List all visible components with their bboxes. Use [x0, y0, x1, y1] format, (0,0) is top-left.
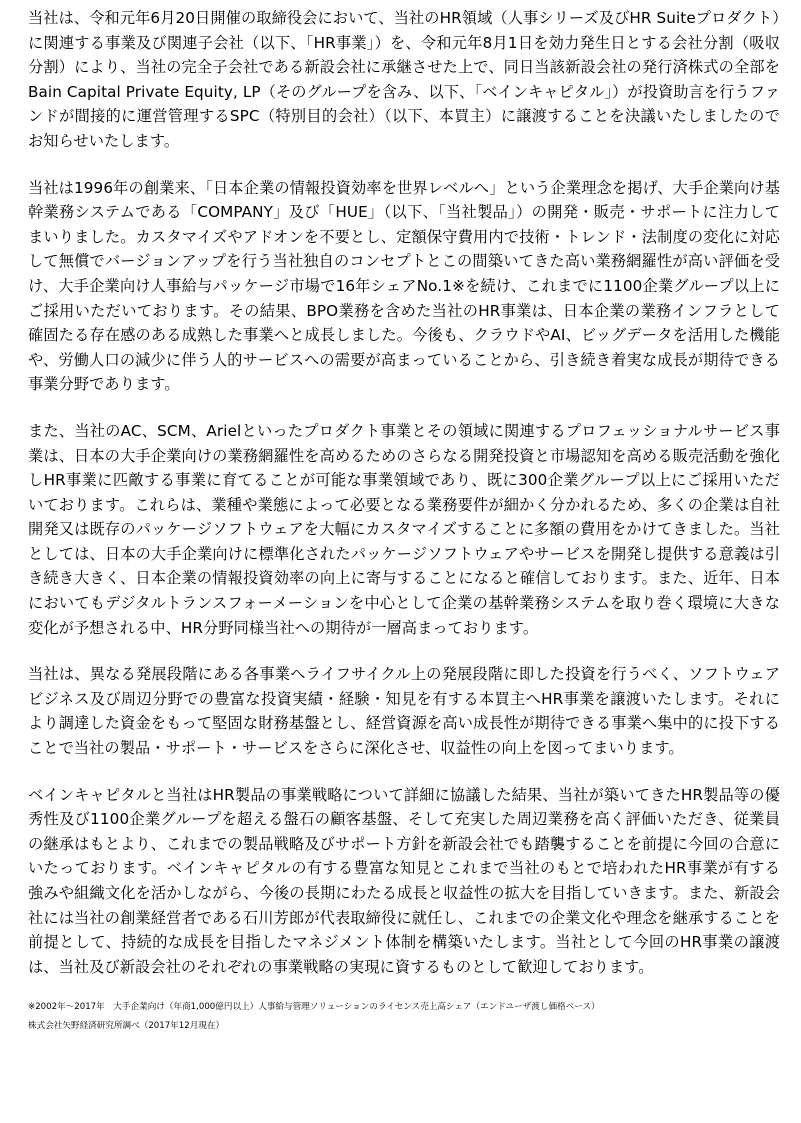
paragraph-agreement-details: ベインキャピタルと当社はHR製品の事業戦略について詳細に協議した結果、当社が築いてきたHR製品等の優秀性及び1100企業グループを超える盤石の顧客基盤、そして充実した周辺業務を高く評価いただき、従業員の継承はもとより、これまでの製品戦略及びサポート方針を新設会社でも踏襲することを前提に今回の合意にいたっております。ベインキャピタルの有する豊富な知見とこれまで当社のもとで培われたHR事業が有する強みや組織文化を活かしながら、今後の長期にわたる成長と収益性の拡大を目指していきます。また、新設会社には当社の創業経営者である石川芳郎が代表取締役に就任し、これまでの企業文化や理念を継承することを前提として、持続的な成長を目指したマネジメント体制を構築いたします。当社として今回のHR事業の譲渡は、当社及び新設会社のそれぞれの事業戦略の実現に資するものとして歓迎しております。 — [28, 785, 780, 976]
document-page — [28, 6, 780, 1033]
footnote-market-share: ※2002年～2017年 大手企業向け（年商1,000億円以上）人事給与管理ソリューションのライセンス売上高シェア（エンドユーザ渡し価格ベース） — [28, 1002, 600, 1013]
paragraph-transfer-rationale: 当社は、異なる発展段階にある各事業へライフサイクル上の発展段階に即した投資を行うべく、ソフトウェアビジネス及び周辺分野での豊富な投資実績・経験・知見を有する本買主へHR事業を譲渡いたします。それにより調達した資金をもって堅固な財務基盤とし、経営資源を高い成長性が期待できる事業へ集中的に投下することで当社の製品・サポート・サービスをさらに深化させ、収益性の向上を図ってまいります。 — [28, 665, 780, 758]
paragraph-product-business: また、当社のAC、SCM、Arielといったプロダクト事業とその領域に関連するプロフェッショナルサービス事業は、日本の大手企業向けの業務網羅性を高めるためのさらなる開発投資と市場認知を高める販売活動を強化しHR事業に匹敵する事業に育てることが可能な事業領域であり、既に300企業グループ以上にご採用いただいております。これらは、業種や業態によって必要となる業務要件が細かく分かれるため、多くの企業は自社開発又は既存のパッケージソフトウェアを大幅にカスタマイズすることに多額の費用をかけてきました。当社としては、日本の大手企業向けに標準化されたパッケージソフトウェアやサービスを開発し提供する意義は引き続き大きく、日本企業の情報投資効率の向上に寄与することになると確信しております。また、近年、日本においてもデジタルトランスフォーメーションを中心として企業の基幹業務システムを取り巻く環境に大きな変化が予想される中、HR分野同様当社への期待が一層高まっております。 — [28, 421, 780, 637]
paragraph-company-history: 当社は1996年の創業来、「日本企業の情報投資効率を世界レベルへ」という企業理念を掲げ、大手企業向け基幹業務システムである「COMPANY」及び「HUE」（以下、「当社製品」）の開発・販売・サポートに注力してまいりました。カスタマイズやアドオンを不要とし、定額保守費用内で技術・トレンド・法制度の変化に対応して無償でバージョンアップを行う当社独自のコンセプトとこの間築いてきた高い業務網羅性が高い評価を受け、大手企業向け人事給与パッケージ市場で16年シェアNo.1※を続け、これまでに1100企業グループ以上にご採用いただいております。その結果、BPO業務を含めた当社のHR事業は、日本企業の業務インフラとして確固たる存在感のある成熟した事業へと成長しました。今後も、クラウドやAI、ビッグデータを活用した機能や、労働人口の減少に伴う人的サービスへの需要が高まっていることから、引き続き着実な成長が期待できる事業分野であります。 — [28, 178, 780, 394]
paragraph-announcement: 当社は、令和元年6月20日開催の取締役会において、当社のHR領域（人事シリーズ及びHR Suiteプロダクト）に関連する事業及び関連子会社（以下、「HR事業」）を、令和元年8月1日を効力発生日とする会社分割（吸収分割）により、当社の完全子会社である新設会社に承継させた上で、同日当該新設会社の発行済株式の全部をBain Capital Private Equity, LP（そのグループを含み、以下、「ベインキャピタル」）が投資助言を行うファンドが間接的に運営管理するSPC（特別目的会社）（以下、本買主）に譲渡することを決議いたしましたのでお知らせいたします。 — [28, 9, 780, 150]
footnote-source: 株式会社矢野経済研究所調べ（2017年12月現在） — [28, 1021, 225, 1032]
footnotes — [28, 1001, 780, 1033]
